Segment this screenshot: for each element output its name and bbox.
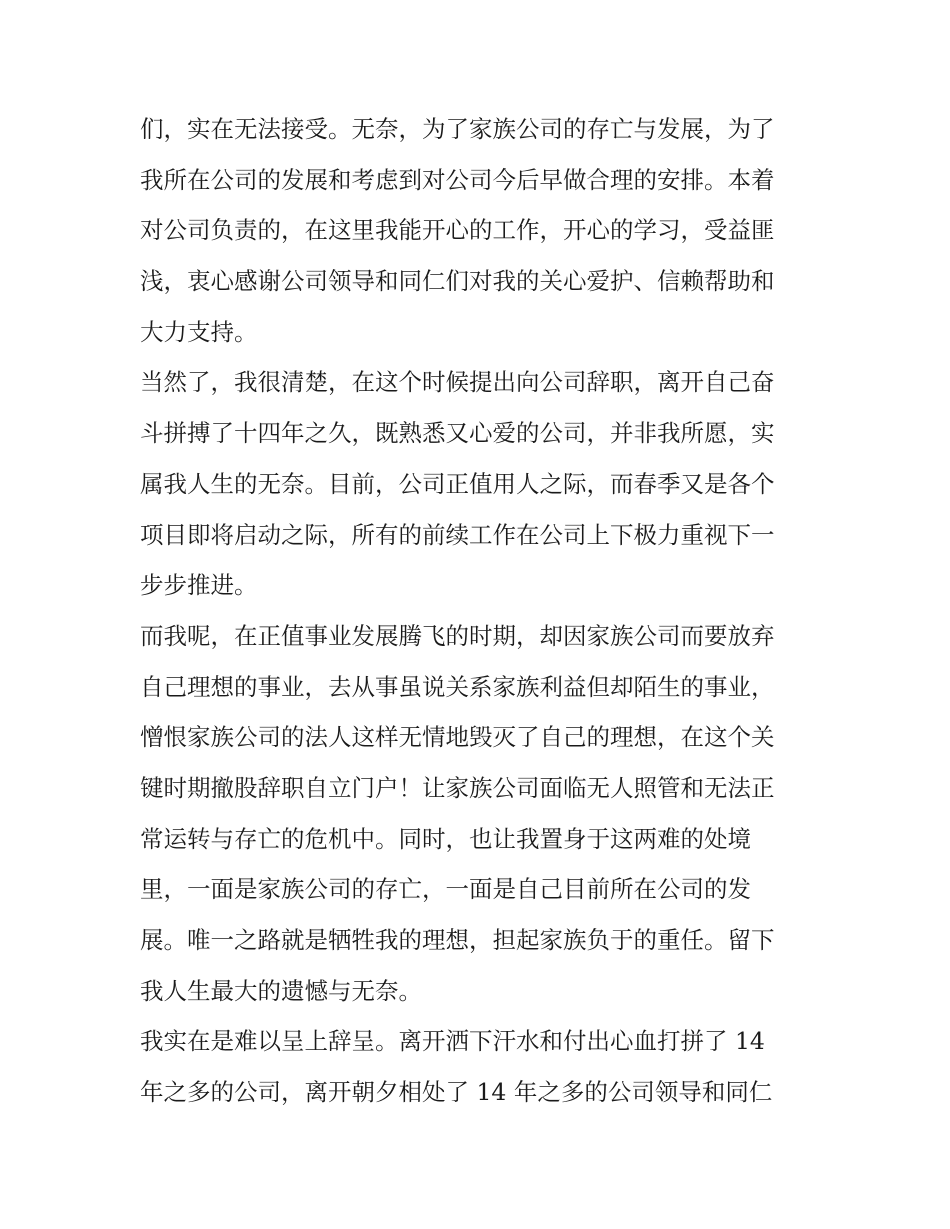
text-line: 键时期撤股辞职自立门户！让家族公司面临无人照管和无法正 xyxy=(140,773,775,802)
text-line: 大力支持。 xyxy=(140,317,258,346)
text-line: 当然了，我很清楚，在这个时候提出向公司辞职，离开自己奋 xyxy=(140,368,775,397)
text-line: 步步推进。 xyxy=(140,571,258,600)
text-line: 我实在是难以呈上辞呈。离开洒下汗水和付出心血打拼了 14 xyxy=(140,1027,765,1056)
text-line: 浅，衷心感谢公司领导和同仁们对我的关心爱护、信赖帮助和 xyxy=(140,267,775,296)
text-line: 而我呢，在正值事业发展腾飞的时期，却因家族公司而要放弃 xyxy=(140,621,775,650)
text-line: 憎恨家族公司的法人这样无情地毁灭了自己的理想，在这个关 xyxy=(140,723,775,752)
text-line: 展。唯一之路就是牺牲我的理想，担起家族负于的重任。留下 xyxy=(140,926,775,954)
text-line: 项目即将启动之际，所有的前续工作在公司上下极力重视下一 xyxy=(140,520,775,549)
text-line: 们，实在无法接受。无奈，为了家族公司的存亡与发展，为了 xyxy=(140,115,775,143)
text-line: 对公司负责的，在这里我能开心的工作，开心的学习，受益匪 xyxy=(140,216,775,245)
text-line: 我人生最大的遗憾与无奈。 xyxy=(140,976,422,1005)
text-line: 里，一面是家族公司的存亡，一面是自己目前所在公司的发 xyxy=(140,875,751,904)
text-line: 我所在公司的发展和考虑到对公司今后早做合理的安排。本着 xyxy=(140,165,775,194)
text-line: 斗拼搏了十四年之久，既熟悉又心爱的公司，并非我所愿，实 xyxy=(140,419,775,448)
text-line: 自己理想的事业，去从事虽说关系家族利益但却陌生的事业， xyxy=(140,672,775,701)
text-line: 年之多的公司，离开朝夕相处了 14 年之多的公司领导和同仁 xyxy=(140,1078,773,1107)
text-line: 属我人生的无奈。目前，公司正值用人之际，而春季又是各个 xyxy=(140,469,775,498)
document-body xyxy=(140,104,815,1118)
text-line: 常运转与存亡的危机中。同时，也让我置身于这两难的处境 xyxy=(140,824,751,853)
